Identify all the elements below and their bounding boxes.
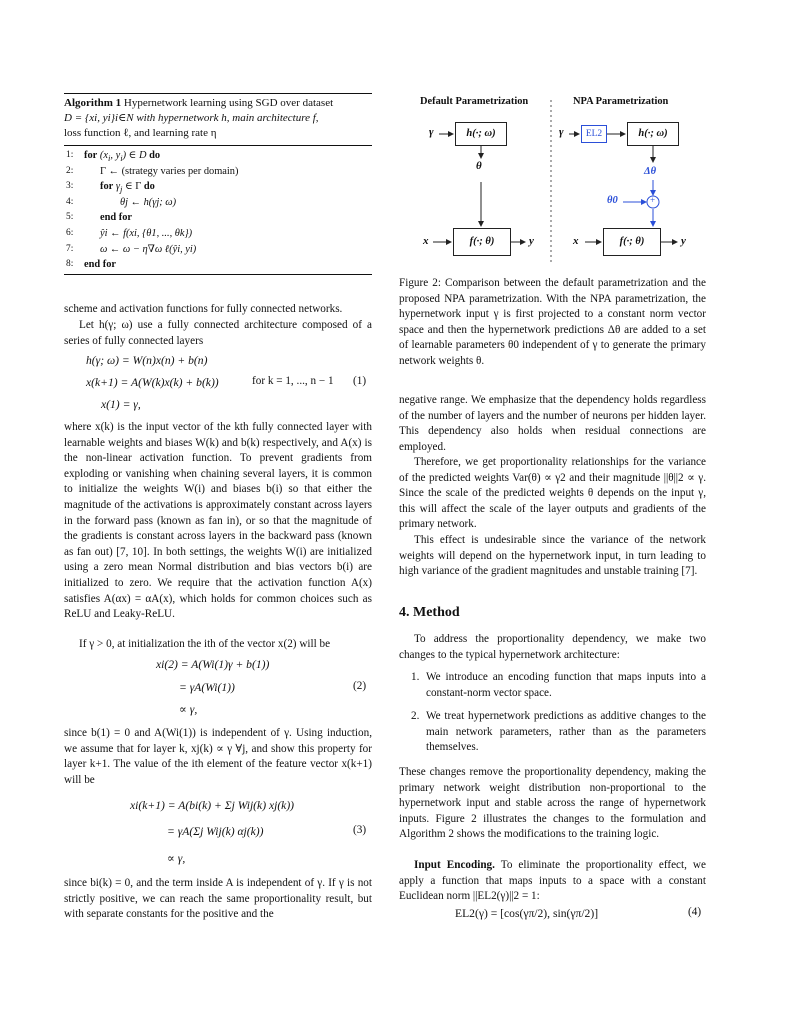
equation-2-line-1: xi(2) = A(Wi(1)γ + b(1))	[156, 658, 270, 671]
equation-4: EL2(γ) = [cos(γπ/2), sin(γπ/2)]	[455, 907, 599, 920]
line-number: 7:	[66, 243, 74, 254]
algorithm-line	[64, 164, 372, 180]
right-paragraph-4: To address the proportionality dependency, we make two changes to the typical hypernetwork architecture:	[399, 633, 706, 661]
f-box-right: f(·; θ)	[603, 228, 661, 256]
algorithm-line-text: end for	[84, 259, 117, 271]
equation-1-number: (1)	[353, 375, 367, 387]
line-number: 2:	[66, 165, 74, 176]
section-heading-method: 4. Method	[399, 605, 460, 620]
equation-1-line-1: h(γ; ω) = W(n)x(n) + b(n)	[86, 354, 208, 367]
y-label-right: y	[681, 235, 686, 247]
right-paragraph-6	[399, 858, 706, 905]
equation-2-line-2: = γA(Wi(1))	[179, 681, 235, 694]
y-label: y	[529, 235, 534, 247]
algorithm-line	[64, 257, 372, 273]
equation-3-line-2: = γA(Σj Wij(k) αj(k))	[167, 825, 264, 838]
list-item-text: We introduce an encoding function that maps inputs into a constant-norm vector space.	[426, 671, 706, 699]
algorithm-caption-line-3: loss function ℓ, and learning rate η	[64, 127, 217, 139]
left-paragraph-1: scheme and activation functions for fully connected networks.	[64, 303, 343, 315]
right-paragraph-5: These changes remove the proportionality dependency, making the primary network weight distribution non-proportional to the hypernetwork input and stable across the range of hypernetwork inputs. Figure 2 illustrates the changes to the formulation and Algorithm 2 shows the modifications to the training logic.	[399, 766, 706, 841]
f-box: f(·; θ)	[453, 228, 511, 256]
el2-box: EL2	[581, 125, 607, 143]
h-box-right: h(·; ω)	[627, 122, 679, 146]
left-paragraph-5: since b(1) = 0 and A(Wi(1)) is independent of γ. Using induction, we assume that for layer k, xj(k) ∝ γ ∀j, and show this property for layer k+1. The value of the ith element of the feature vector x(k+1) will be	[64, 727, 372, 786]
figure-2	[405, 92, 705, 272]
right-paragraph-6-text: To eliminate the proportionality effect, we apply a function that maps inputs to a space with a constant Euclidean norm ||EL2(γ)||2 = 1:	[399, 859, 706, 903]
algorithm-label: Algorithm 1	[64, 97, 122, 109]
list-item-text: We treat hypernetwork predictions as additive changes to the main network parameters, rather than as the parameters themselves.	[426, 710, 706, 754]
delta-theta-label: Δθ	[644, 166, 657, 177]
equation-1-line-2: x(k+1) = A(W(k)x(k) + b(k))	[86, 376, 219, 389]
algorithm-line	[64, 195, 372, 211]
left-paragraph-2: Let h(γ; ω) use a fully connected architecture composed of a series of fully connected layers	[64, 319, 372, 347]
line-number: 5:	[66, 212, 74, 223]
paragraph-heading-input-encoding: Input Encoding.	[414, 859, 495, 871]
list-item-number: 2.	[411, 710, 420, 723]
left-paragraph-3: where x(k) is the input vector of the kth fully connected layer with learnable weights and biases W(k) and b(k) respectively, and A(x) is the non-linear activation function. To prevent gradients from exploding or vanishing when chaining several layers, it is common to initialize the weights W(i) and biases b(i) so that either the magnitude of the activations is approximately constant across layers in the forward pass (known as fan in), or so that the magnitude of the gradients is constant across layers in the backward pass (known as fan out) [7, 10]. In both settings, the weights W(i) are initialized using a zero mean Normal distribution and bias vectors b(i) are initialized to zero. We require that the activation function A(x) satisfies A(αx) = αA(x), which holds for common choices such as ReLU and Leaky-ReLU.	[64, 421, 372, 621]
algorithm-caption-line-1: Hypernetwork learning using SGD over dataset	[123, 97, 334, 109]
h-box: h(·; ω)	[455, 122, 507, 146]
algorithm-block	[64, 93, 372, 275]
list-item	[399, 670, 706, 701]
algorithm-line-text: ω ← ω − η∇ω ℓ(ŷi, yi)	[100, 243, 197, 255]
left-paragraph-4: If γ > 0, at initialization the ith of the vector x(2) will be	[79, 638, 331, 650]
right-paragraph-3: This effect is undesirable since the variance of the network weights will depend on the hypernetwork input, in turn leading to high variance of the gradient magnitudes and unstable training [7].	[399, 534, 706, 578]
figure-caption: Figure 2: Comparison between the default parametrization and the proposed NPA parametrization. With the NPA parametrization, the hypernetwork input γ is first projected to a constant norm vector space and then the hypernetwork predictions Δθ are added to a set of learnable parameters θ0 independent of γ to generate the primary network weights θ.	[399, 277, 706, 367]
equation-2-line-3: ∝ γ,	[179, 703, 198, 716]
algorithm-caption-line-2: D = {xi, yi}i∈N with hypernetwork h, main architecture f,	[64, 112, 319, 124]
right-paragraph-1: negative range. We emphasize that the dependency holds regardless of the number of layers and the number of neurons per hidden layer. This dependency also holds when residual connections are employed.	[399, 394, 706, 453]
algorithm-line	[64, 148, 372, 164]
gamma-label: γ	[429, 126, 434, 138]
x-label-right: x	[573, 235, 579, 247]
algorithm-line-text: ŷi ← f(xi, {θ1, ..., θk})	[100, 227, 193, 239]
algorithm-caption	[64, 94, 372, 143]
left-paragraph-6: since bi(k) = 0, and the term inside A is independent of γ. If γ is not strictly positive, we can reach the same proportionality result, but with separate constants for the positive and the	[64, 877, 372, 921]
equation-3-line-3: ∝ γ,	[167, 852, 186, 865]
equation-3-number: (3)	[353, 824, 367, 836]
algorithm-line	[64, 179, 372, 195]
equation-3-line-1: xi(k+1) = A(bi(k) + Σj Wij(k) xj(k))	[130, 799, 295, 812]
algorithm-line-text: Γ ← (strategy varies per domain)	[100, 165, 239, 177]
algorithm-line	[64, 242, 372, 258]
theta0-label: θ0	[607, 195, 618, 206]
right-paragraph-2: Therefore, we get proportionality relationships for the variance of the predicted weights Var(θ) ∝ γ2 and their magnitude ||θ||2 ∝ γ. Since the scale of the predicted weights θ depends on the input γ, this will affect the scale of the layer outputs and gradients of the primary network.	[399, 456, 706, 531]
list-item-number: 1.	[411, 671, 420, 683]
line-number: 4:	[66, 196, 74, 207]
equation-1-line-3: x(1) = γ,	[101, 398, 141, 411]
changes-list	[399, 670, 706, 764]
algorithm-line	[64, 226, 372, 242]
equation-4-number: (4)	[688, 906, 702, 918]
list-item	[399, 709, 706, 756]
x-label: x	[423, 235, 429, 247]
algorithm-line	[64, 210, 372, 226]
left-panel-title: Default Parametrization	[420, 96, 529, 107]
algorithm-line-text: for $\gamma_j$ ∈ Γ do	[100, 181, 155, 195]
algorithm-body	[64, 146, 372, 273]
equation-1-condition: for k = 1, ..., n − 1	[252, 375, 334, 387]
line-number: 8:	[66, 259, 74, 270]
gamma-label-right: γ	[559, 126, 564, 138]
equation-2-number: (2)	[353, 680, 367, 692]
line-number: 1:	[66, 150, 74, 160]
right-panel-title: NPA Parametrization	[573, 96, 669, 107]
line-number: 3:	[66, 181, 74, 192]
plus-icon: +	[650, 195, 656, 205]
algorithm-line-text: end for	[100, 212, 133, 224]
theta-label: θ	[476, 160, 482, 172]
algorithm-line-text: θj ← h(γj; ω)	[120, 196, 177, 208]
algorithm-bottom-rule	[64, 274, 372, 275]
algorithm-line-text: for ($x_i$, $y_i$) ∈ D do	[84, 150, 161, 164]
line-number: 6:	[66, 227, 74, 238]
